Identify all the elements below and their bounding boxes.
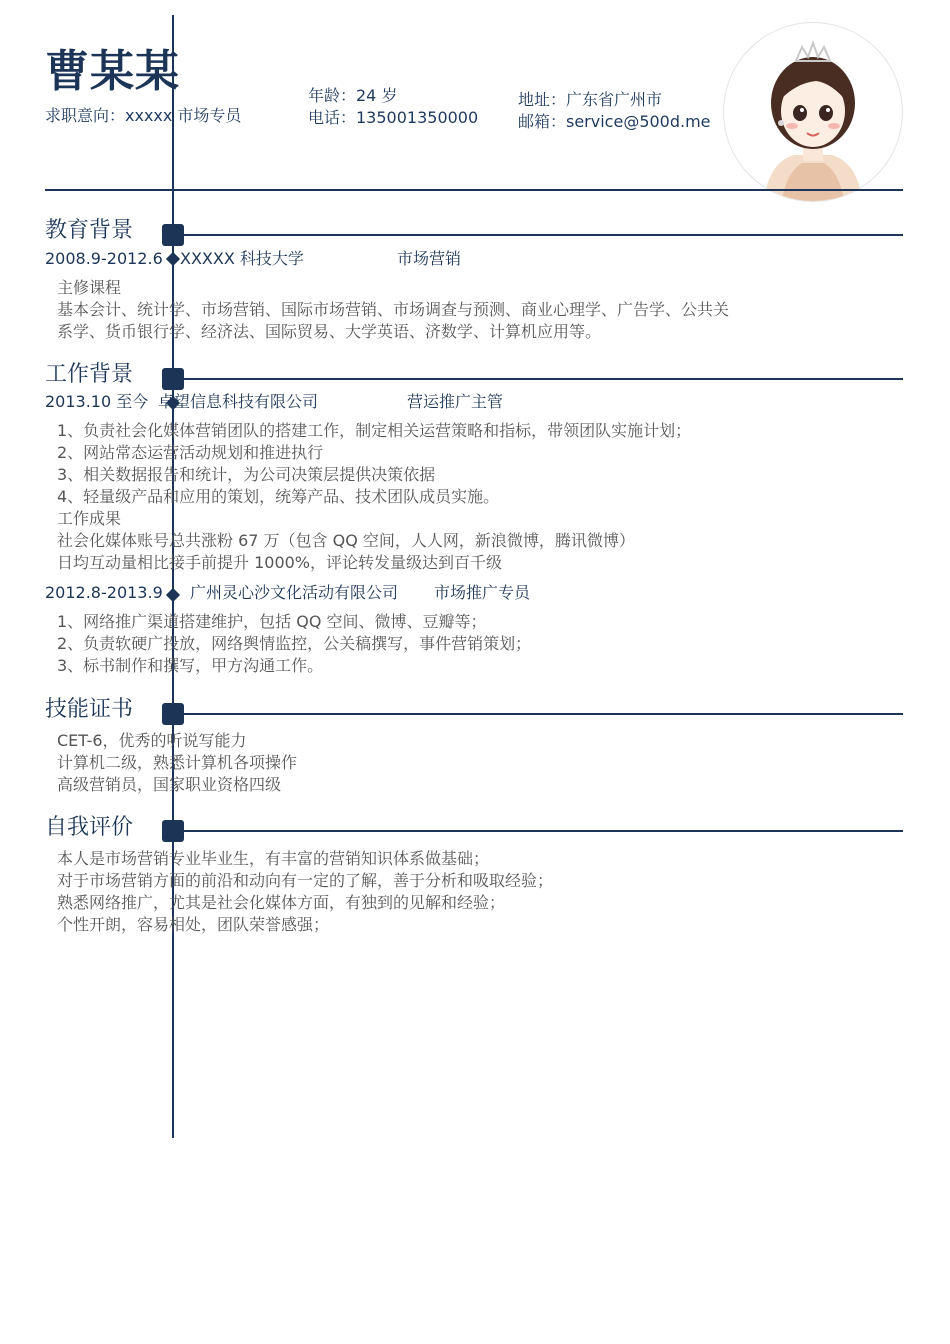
skill-line: 计算机二级，熟悉计算机各项操作 bbox=[57, 753, 298, 772]
avatar-illustration-icon bbox=[724, 23, 902, 201]
section-title-work: 工作背景 bbox=[45, 362, 134, 387]
timeline-diamond bbox=[166, 588, 180, 602]
skill-line: 高级营销员，国家职业资格四级 bbox=[57, 775, 282, 794]
job-role: 营运推广主管 bbox=[407, 392, 504, 411]
section-marker bbox=[162, 224, 184, 246]
job-line: 工作成果 bbox=[57, 509, 122, 528]
self-line: 对于市场营销方面的前沿和动向有一定的了解，善于分析和吸取经验； bbox=[57, 871, 554, 890]
section-rule bbox=[184, 713, 903, 715]
email: 邮箱：service@500d.me bbox=[518, 112, 711, 131]
age: 年龄：24 岁 bbox=[308, 86, 398, 105]
job-line: 日均互动量相比接手前提升 1000%，评论转发量级达到百千级 bbox=[57, 553, 503, 572]
section-marker bbox=[162, 820, 184, 842]
section-rule bbox=[184, 830, 903, 832]
skill-line: CET-6，优秀的听说写能力 bbox=[57, 731, 247, 750]
timeline-diamond bbox=[166, 252, 180, 266]
address: 地址：广东省广州市 bbox=[518, 90, 663, 109]
job-role: 市场推广专员 bbox=[434, 583, 531, 602]
phone: 电话：135001350000 bbox=[308, 108, 479, 127]
section-marker bbox=[162, 703, 184, 725]
section-title-self: 自我评价 bbox=[45, 815, 134, 840]
job-line: 2、网站常态运营活动规划和推进执行 bbox=[57, 443, 324, 462]
job-line: 2、负责软硬广投放，网络舆情监控，公关稿撰写，事件营销策划； bbox=[57, 634, 532, 653]
section-title-skills: 技能证书 bbox=[45, 697, 134, 722]
job-line: 1、负责社会化媒体营销团队的搭建工作，制定相关运营策略和指标，带领团队实施计划； bbox=[57, 421, 692, 440]
edu-line: 主修课程 bbox=[57, 278, 122, 297]
avatar bbox=[723, 22, 903, 202]
job-line: 1、网络推广渠道搭建维护，包括 QQ 空间、微博、豆瓣等； bbox=[57, 612, 487, 631]
section-marker bbox=[162, 368, 184, 390]
header-divider bbox=[45, 189, 903, 191]
self-line: 本人是市场营销专业毕业生，有丰富的营销知识体系做基础； bbox=[57, 849, 490, 868]
job-line: 3、相关数据报告和统计，为公司决策层提供决策依据 bbox=[57, 465, 436, 484]
job-line: 社会化媒体账号总共涨粉 67 万（包含 QQ 空间，人人网，新浪微博，腾讯微博） bbox=[57, 531, 635, 550]
edu-date: 2008.9-2012.6 bbox=[45, 249, 163, 268]
edu-line: 基本会计、统计学、市场营销、国际市场营销、市场调查与预测、商业心理学、广告学、公共关 bbox=[57, 300, 730, 319]
candidate-name: 曹某某 bbox=[45, 46, 180, 97]
edu-major: 市场营销 bbox=[397, 249, 462, 268]
section-rule bbox=[184, 378, 903, 380]
job-line: 4、轻量级产品和应用的策划，统筹产品、技术团队成员实施。 bbox=[57, 487, 500, 506]
section-title-education: 教育背景 bbox=[45, 218, 134, 243]
edu-line: 系学、货币银行学、经济法、国际贸易、大学英语、济数学、计算机应用等。 bbox=[57, 322, 602, 341]
edu-school: XXXXX 科技大学 bbox=[180, 249, 304, 268]
job-line: 3、标书制作和撰写，甲方沟通工作。 bbox=[57, 656, 324, 675]
section-rule bbox=[184, 234, 903, 236]
self-line: 熟悉网络推广，尤其是社会化媒体方面，有独到的见解和经验； bbox=[57, 893, 506, 912]
job-company: 卓望信息科技有限公司 bbox=[158, 392, 319, 411]
job-date: 2013.10 至今 bbox=[45, 392, 149, 411]
timeline-line bbox=[172, 15, 174, 1138]
self-line: 个性开朗，容易相处，团队荣誉感强； bbox=[57, 915, 330, 934]
job-date: 2012.8-2013.9 bbox=[45, 583, 163, 602]
job-company: 广州灵心沙文化活动有限公司 bbox=[190, 583, 399, 602]
job-intent: 求职意向：xxxxx 市场专员 bbox=[45, 106, 242, 125]
